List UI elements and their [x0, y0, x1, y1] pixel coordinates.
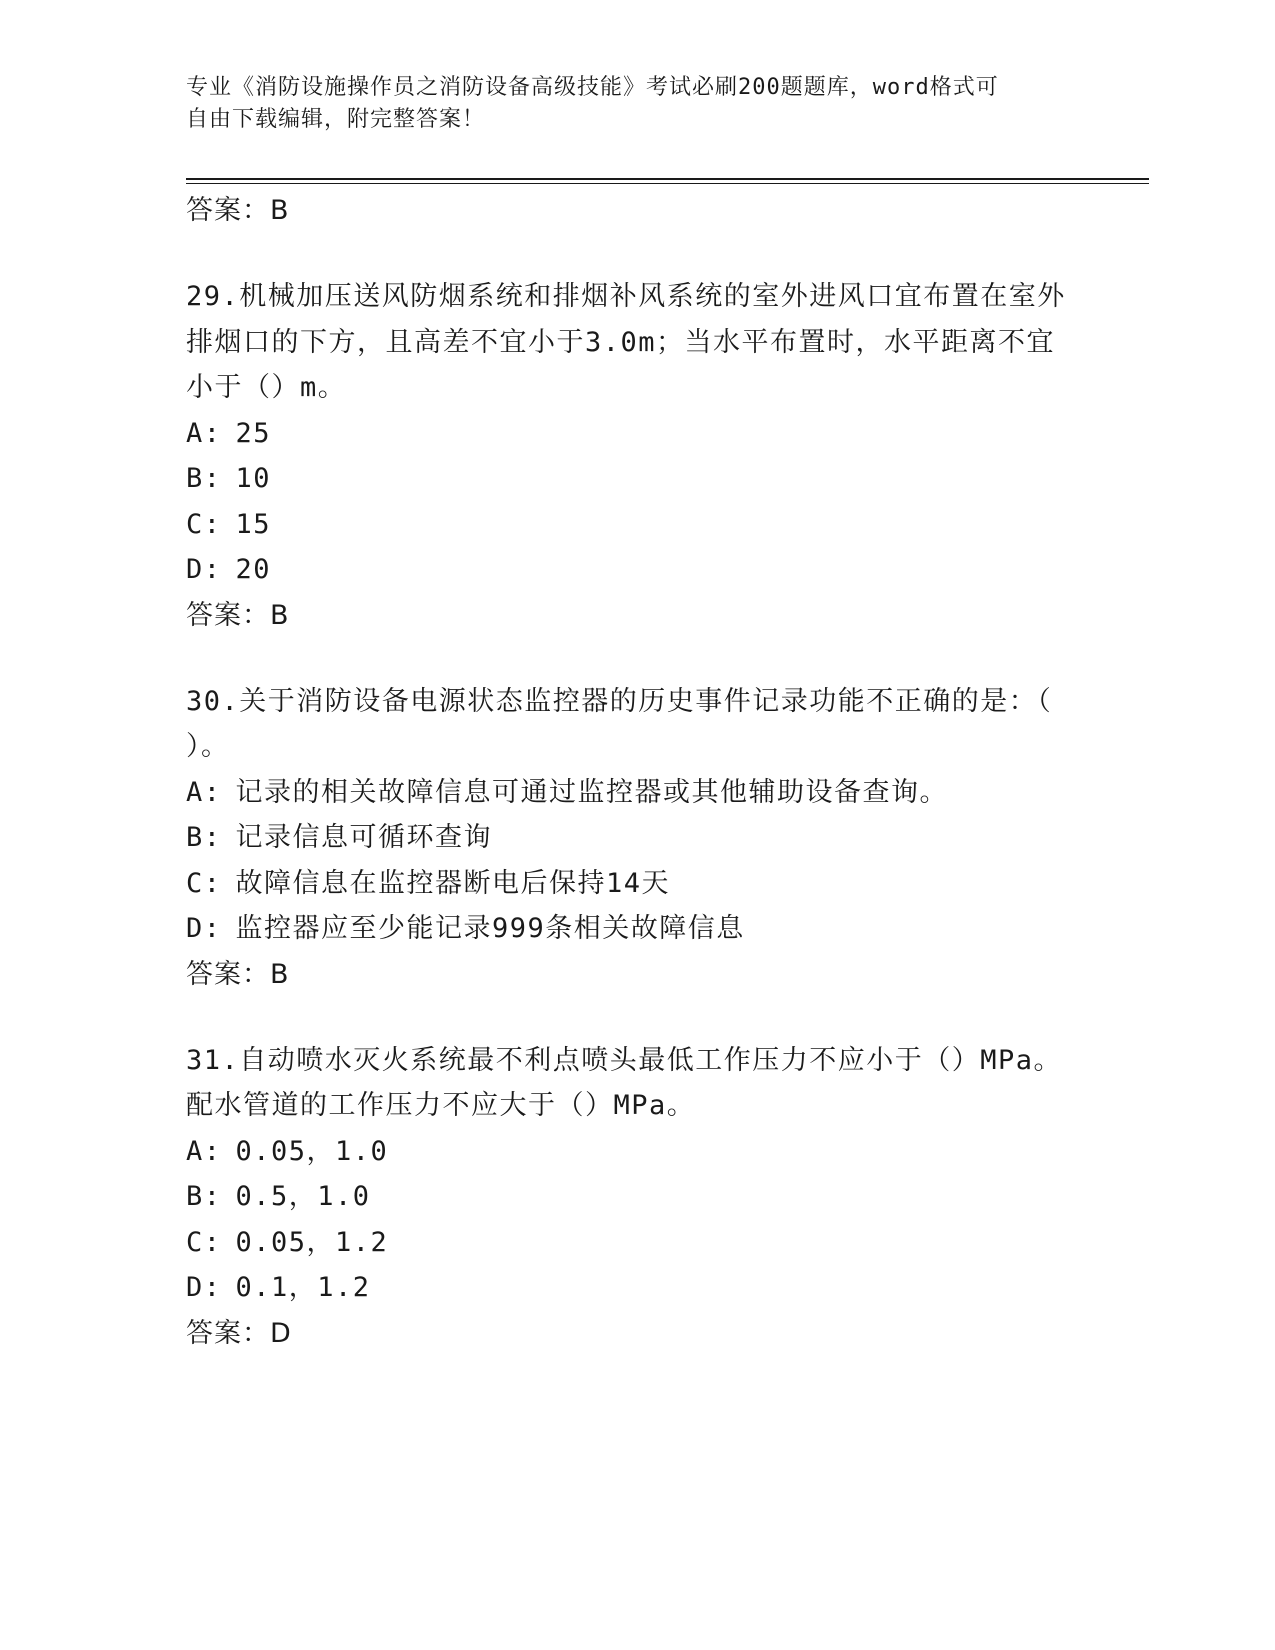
document-header: [186, 72, 1086, 136]
option-text: 故障信息在监控器断电后保持14天: [235, 867, 671, 899]
document-body: [186, 188, 1086, 1356]
option-text: 25: [235, 417, 272, 449]
spacer: [186, 233, 1086, 274]
option-letter: D:: [186, 554, 222, 585]
question-29: [186, 274, 1086, 638]
option-letter: B:: [186, 822, 222, 853]
question-31: [186, 1038, 1086, 1356]
stem-line: 配水管道的工作压力不应大于（）MPa。: [186, 1090, 696, 1121]
option-a: [186, 770, 1086, 816]
stem-line: 29.机械加压送风防烟系统和排烟补风系统的室外进风口宜布置在室外: [186, 281, 1066, 312]
option-letter: C:: [186, 1226, 222, 1258]
option-letter: C:: [186, 508, 222, 540]
spacer: [186, 997, 1086, 1038]
option-text: 15: [235, 508, 272, 540]
question-stem: [186, 679, 1066, 770]
option-c: [186, 861, 1086, 907]
option-c: [186, 502, 1086, 548]
header-line-1: 专业《消防设施操作员之消防设备高级技能》考试必刷200题题库，word格式可: [186, 75, 999, 100]
option-letter: A:: [186, 1135, 222, 1167]
option-letter: A:: [186, 776, 222, 808]
option-a: [186, 1129, 1086, 1175]
option-letter: B:: [186, 1181, 222, 1212]
option-c: [186, 1220, 1086, 1266]
option-letter: C:: [186, 867, 222, 899]
option-d: [186, 1265, 1086, 1311]
stem-line: 30.关于消防设备电源状态监控器的历史事件记录功能不正确的是：（: [186, 685, 1053, 717]
option-text: 记录信息可循环查询: [235, 822, 493, 853]
option-text: 监控器应至少能记录999条相关故障信息: [235, 913, 745, 944]
header-rule-thin: [186, 183, 1149, 184]
stem-line: ）。: [186, 731, 230, 762]
option-d: [186, 547, 1086, 593]
option-b: [186, 1174, 1086, 1220]
question-30: [186, 679, 1086, 997]
option-letter: A:: [186, 417, 222, 449]
option-text: 记录的相关故障信息可通过监控器或其他辅助设备查询。: [235, 776, 949, 808]
option-text: 20: [235, 554, 272, 585]
option-text: 0.05，1.0: [235, 1135, 389, 1167]
answer-29: 答案：B: [186, 599, 290, 631]
option-text: 0.05，1.2: [235, 1226, 389, 1258]
stem-line: 排烟口的下方，且高差不宜小于3.0m；当水平布置时，水平距离不宜: [186, 326, 1056, 358]
question-stem: [186, 1038, 1066, 1129]
option-text: 0.1，1.2: [235, 1272, 371, 1303]
option-text: 10: [235, 463, 272, 494]
answer-30: 答案：B: [186, 958, 290, 990]
option-text: 0.5，1.0: [235, 1181, 371, 1212]
answer-31: 答案：D: [186, 1317, 292, 1349]
header-line-2: 自由下载编辑，附完整答案！: [186, 107, 486, 132]
header-rule-thick: [186, 178, 1149, 180]
stem-line: 小于（）m。: [186, 372, 347, 403]
spacer: [186, 638, 1086, 679]
option-letter: D:: [186, 1272, 222, 1303]
option-letter: B:: [186, 463, 222, 494]
option-letter: D:: [186, 913, 222, 944]
option-d: [186, 906, 1086, 952]
answer-previous: 答案：B: [186, 195, 290, 226]
question-stem: [186, 274, 1066, 411]
stem-line: 31.自动喷水灭火系统最不利点喷头最低工作压力不应小于（）MPa。: [186, 1044, 1063, 1076]
option-b: [186, 815, 1086, 861]
option-b: [186, 456, 1086, 502]
option-a: [186, 411, 1086, 457]
